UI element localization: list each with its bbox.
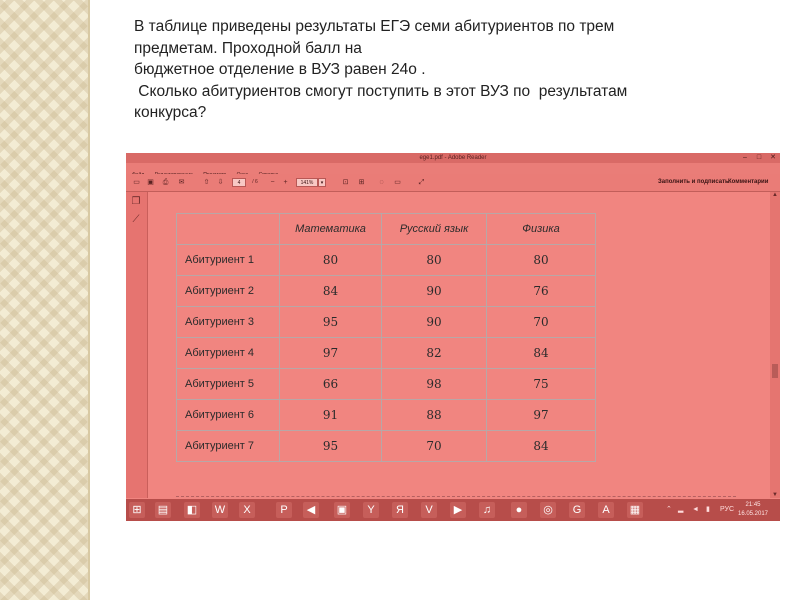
score-cell: 88 bbox=[382, 400, 487, 431]
navigation-panel bbox=[126, 192, 148, 498]
decorative-divider bbox=[88, 0, 90, 600]
row-label: Абитуриент 1 bbox=[177, 245, 280, 276]
question-line: бюджетное отделение в ВУЗ равен 24о . bbox=[134, 61, 426, 78]
acrobat-icon[interactable]: A bbox=[598, 502, 614, 518]
table-row bbox=[177, 245, 596, 276]
attachment-icon[interactable]: ⟋ bbox=[132, 214, 140, 225]
comment-icon[interactable]: ◌ bbox=[379, 179, 384, 186]
tray-battery-icon[interactable]: ▮ bbox=[706, 506, 710, 513]
print-icon[interactable]: ⎙ bbox=[162, 179, 169, 186]
score-cell: 75 bbox=[487, 369, 596, 400]
vertical-scrollbar[interactable] bbox=[770, 192, 780, 498]
page-number-input[interactable]: 4 bbox=[232, 178, 246, 187]
scroll-thumb[interactable] bbox=[772, 364, 778, 378]
row-label: Абитуриент 7 bbox=[177, 431, 280, 462]
yandex-icon[interactable]: Я bbox=[392, 502, 408, 518]
header-cell-empty bbox=[177, 214, 280, 245]
excel-icon[interactable]: X bbox=[239, 502, 255, 518]
clock-date: 16.05.2017 bbox=[737, 511, 769, 517]
prev-page-icon[interactable]: ⇧ bbox=[203, 179, 210, 186]
save-icon[interactable]: ▣ bbox=[147, 179, 154, 186]
store-icon[interactable]: ◧ bbox=[184, 502, 200, 518]
file-explorer-icon[interactable]: ▤ bbox=[155, 502, 171, 518]
fit-page-icon[interactable]: ⊡ bbox=[342, 179, 349, 186]
score-cell: 98 bbox=[382, 369, 487, 400]
vivaldi-icon[interactable]: V bbox=[421, 502, 437, 518]
score-cell: 97 bbox=[280, 338, 382, 369]
scroll-down-icon[interactable]: ▼ bbox=[772, 492, 778, 498]
table-row bbox=[177, 276, 596, 307]
score-cell: 91 bbox=[280, 400, 382, 431]
row-label: Абитуриент 3 bbox=[177, 307, 280, 338]
windows-taskbar bbox=[126, 499, 780, 521]
table-row bbox=[177, 400, 596, 431]
header-cell-math: Математика bbox=[280, 214, 382, 245]
email-icon[interactable]: ✉ bbox=[178, 179, 185, 186]
tray-network-icon[interactable]: ▂ bbox=[678, 506, 684, 513]
language-indicator[interactable]: РУС bbox=[720, 506, 735, 513]
tray-volume-icon[interactable]: ◄ bbox=[692, 506, 699, 513]
clock-time: 21:45 bbox=[745, 502, 761, 508]
results-table-container bbox=[176, 213, 596, 462]
score-cell: 66 bbox=[280, 369, 382, 400]
score-cell: 82 bbox=[382, 338, 487, 369]
score-cell: 90 bbox=[382, 307, 487, 338]
maximize-button[interactable]: □ bbox=[756, 154, 762, 161]
table-row bbox=[177, 431, 596, 462]
table-header-row bbox=[177, 214, 596, 245]
score-cell: 84 bbox=[487, 338, 596, 369]
zoom-out-icon[interactable]: − bbox=[270, 179, 275, 186]
row-label: Абитуриент 6 bbox=[177, 400, 280, 431]
yandex-browser-icon[interactable]: Y bbox=[363, 502, 379, 518]
start-icon[interactable]: ⊞ bbox=[129, 502, 145, 518]
window-titlebar bbox=[126, 153, 780, 163]
table-row bbox=[177, 369, 596, 400]
score-cell: 95 bbox=[280, 431, 382, 462]
minimize-button[interactable]: – bbox=[743, 154, 747, 161]
embedded-screenshot bbox=[126, 153, 780, 521]
score-cell: 84 bbox=[280, 276, 382, 307]
score-cell: 80 bbox=[382, 245, 487, 276]
question-line: В таблице приведены результаты ЕГЭ семи абитуриентов по трем bbox=[134, 18, 615, 35]
zoom-dropdown[interactable]: ▾ bbox=[318, 178, 326, 187]
headphones-icon[interactable]: ♫ bbox=[479, 502, 495, 518]
zoom-in-icon[interactable]: + bbox=[283, 179, 288, 186]
row-label: Абитуриент 2 bbox=[177, 276, 280, 307]
page-bottom-edge bbox=[176, 496, 736, 497]
score-cell: 76 bbox=[487, 276, 596, 307]
score-cell: 95 bbox=[280, 307, 382, 338]
results-table bbox=[176, 213, 596, 462]
toolbar bbox=[126, 174, 780, 192]
question-line: Сколько абитуриентов смогут поступить в этот ВУЗ по результатам bbox=[134, 82, 628, 100]
menu-bar bbox=[126, 163, 780, 174]
fill-sign-button[interactable]: Заполнить и подписать bbox=[658, 179, 729, 185]
table-row bbox=[177, 338, 596, 369]
score-cell: 97 bbox=[487, 400, 596, 431]
chrome-icon[interactable]: ◎ bbox=[540, 502, 556, 518]
zoom-input[interactable]: 141% bbox=[296, 178, 318, 187]
score-cell: 70 bbox=[382, 431, 487, 462]
expand-icon[interactable]: ⤢ bbox=[418, 179, 425, 186]
question-text bbox=[134, 16, 754, 124]
next-page-icon[interactable]: ⇩ bbox=[217, 179, 224, 186]
close-button[interactable]: ✕ bbox=[770, 154, 776, 161]
score-cell: 80 bbox=[280, 245, 382, 276]
media-player-icon[interactable]: ◀ bbox=[303, 502, 319, 518]
page-total: / 6 bbox=[252, 179, 258, 185]
pages-icon[interactable]: ❐ bbox=[131, 196, 141, 207]
decorative-side-pattern bbox=[0, 0, 88, 600]
photos-icon[interactable]: ▣ bbox=[334, 502, 350, 518]
header-cell-russian: Русский язык bbox=[382, 214, 487, 245]
antivirus-icon[interactable]: G bbox=[569, 502, 585, 518]
powerpoint-icon[interactable]: P bbox=[276, 502, 292, 518]
obs-icon[interactable]: ● bbox=[511, 502, 527, 518]
table-row bbox=[177, 307, 596, 338]
score-cell: 90 bbox=[382, 276, 487, 307]
system-clock[interactable] bbox=[734, 501, 772, 519]
fit-width-icon[interactable]: ⊞ bbox=[358, 179, 365, 186]
score-cell: 70 bbox=[487, 307, 596, 338]
row-label: Абитуриент 4 bbox=[177, 338, 280, 369]
question-line: предметам. Проходной балл на bbox=[134, 39, 362, 57]
word-icon[interactable]: W bbox=[212, 502, 228, 518]
tray-chevron-icon[interactable]: ⌃ bbox=[666, 506, 672, 513]
score-cell: 80 bbox=[487, 245, 596, 276]
comments-button[interactable]: Комментарии bbox=[728, 179, 769, 185]
scroll-up-icon[interactable]: ▲ bbox=[772, 192, 778, 198]
score-cell: 84 bbox=[487, 431, 596, 462]
header-cell-physics: Физика bbox=[487, 214, 596, 245]
window-title: ege1.pdf - Adobe Reader bbox=[419, 155, 487, 161]
notepad-icon[interactable]: ▦ bbox=[627, 502, 643, 518]
row-label: Абитуриент 5 bbox=[177, 369, 280, 400]
question-line: конкурса? bbox=[134, 104, 207, 121]
highlight-icon[interactable]: ▭ bbox=[394, 179, 401, 186]
open-icon[interactable]: ▭ bbox=[133, 179, 140, 186]
player-icon[interactable]: ▶ bbox=[450, 502, 466, 518]
